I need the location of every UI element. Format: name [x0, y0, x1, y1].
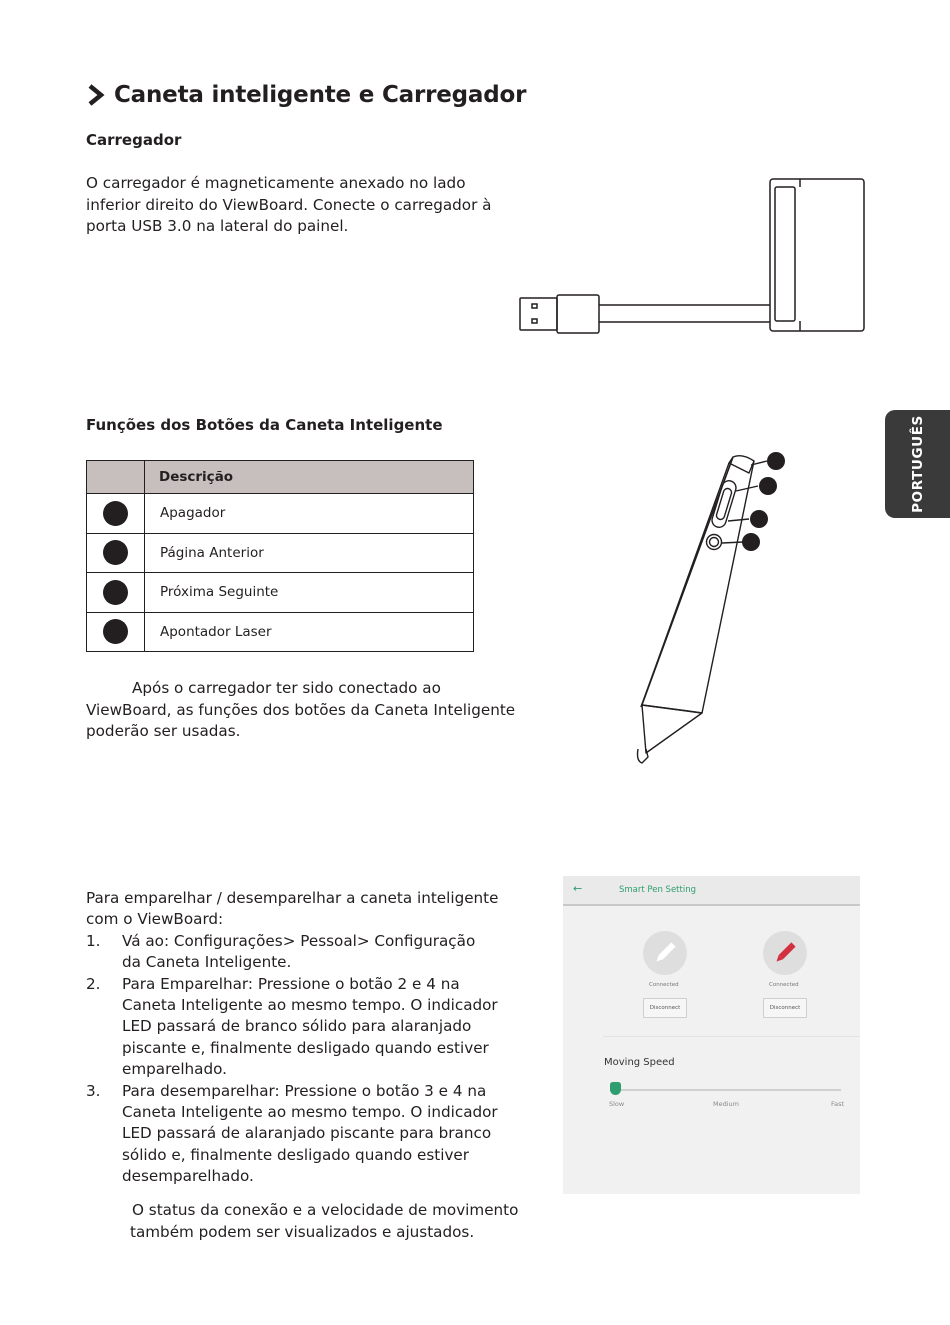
- language-side-tab-label: PORTUGUÊS: [909, 415, 926, 513]
- table-row: [87, 494, 474, 534]
- smart-pen-setting-screen: [563, 876, 860, 1194]
- buttons-heading: Funções dos Botões da Caneta Inteligente: [86, 416, 443, 434]
- moving-speed-slider[interactable]: [615, 1089, 841, 1091]
- page-title-text: Caneta inteligente e Carregador: [114, 82, 527, 108]
- button-3-marker: [103, 580, 128, 605]
- pen-2-status-icon: [763, 931, 807, 975]
- table-header-description: Descrição: [145, 461, 474, 494]
- charger-illustration: [515, 175, 870, 340]
- pairing-footer: O status da conexão e a velocidade de movimento também podem ser visualizados e ajustados.: [130, 1201, 519, 1241]
- step-text: Vá ao: Configurações> Pessoal> Configuração da Caneta Inteligente.: [122, 931, 476, 972]
- pairing-intro: Para emparelhar / desemparelhar a caneta inteligente com o ViewBoard:: [86, 889, 499, 929]
- pen-callout-4: [742, 533, 760, 551]
- step-number: 1.: [86, 931, 101, 950]
- list-item: [86, 974, 526, 1081]
- button-1-marker: [103, 501, 128, 526]
- moving-speed-label: Moving Speed: [604, 1057, 675, 1068]
- table-header-row: [87, 461, 474, 494]
- step-text: Para desemparelhar: Pressione o botão 3 e 4 na Caneta Inteligente ao mesmo tempo. O indicador LED passará de alaranjado piscante para branco sólido e, finalmente desligado quando estiver desemparelhado.: [122, 1081, 498, 1186]
- chevron-right-icon: [86, 80, 106, 110]
- pairing-instructions: [86, 888, 526, 1188]
- table-header-number: [87, 461, 145, 494]
- smart-pen-illustration: [630, 445, 790, 770]
- arrow-left-icon[interactable]: ←: [573, 882, 583, 895]
- step-number: 3.: [86, 1081, 101, 1100]
- pen-callout-3: [750, 510, 768, 528]
- table-cell-description: Apontador Laser: [145, 612, 474, 652]
- pen-callout-1: [767, 452, 785, 470]
- table-cell-description: Apagador: [145, 494, 474, 534]
- page-title: [86, 80, 526, 110]
- button-functions-table: [86, 460, 474, 652]
- pen-1-disconnect-button[interactable]: Disconnect: [643, 998, 687, 1018]
- table-row: [87, 573, 474, 613]
- pen-2-status-label: Connected: [769, 982, 799, 988]
- step-number: 2.: [86, 974, 101, 993]
- button-4-marker: [103, 619, 128, 644]
- table-cell-description: Próxima Seguinte: [145, 573, 474, 613]
- table-row: [87, 533, 474, 573]
- list-item: [86, 1081, 526, 1188]
- step-text: Para Emparelhar: Pressione o botão 2 e 4 na Caneta Inteligente ao mesmo tempo. O indicador LED passará de branco sólido para alaranjado piscante e, finalmente desligado quando estiver emparelhado.: [122, 974, 498, 1079]
- pen-callout-2: [759, 477, 777, 495]
- pen-1-status-icon: [643, 931, 687, 975]
- pen-2-disconnect-button[interactable]: Disconnect: [763, 998, 807, 1018]
- table-cell-description: Página Anterior: [145, 533, 474, 573]
- speed-option-medium: Medium: [713, 1100, 739, 1108]
- speed-option-fast: Fast: [831, 1100, 845, 1108]
- moving-speed-slider-thumb[interactable]: [610, 1082, 621, 1095]
- pen-1-status-label: Connected: [649, 982, 679, 988]
- section-divider: [603, 1036, 860, 1037]
- app-header-bar: [563, 876, 860, 906]
- app-title: Smart Pen Setting: [619, 885, 696, 895]
- table-row: [87, 612, 474, 652]
- list-item: [86, 931, 526, 974]
- button-2-marker: [103, 540, 128, 565]
- charger-heading: Carregador: [86, 131, 182, 149]
- buttons-paragraph: Após o carregador ter sido conectado ao ViewBoard, as funções dos botões da Caneta Inteligente poderão ser usadas.: [86, 679, 516, 741]
- charger-paragraph: O carregador é magneticamente anexado no lado inferior direito do ViewBoard. Conecte o carregador à porta USB 3.0 na lateral do painel.: [86, 174, 492, 236]
- pencil-icon: [643, 931, 687, 975]
- speed-option-slow: Slow: [609, 1100, 625, 1108]
- pencil-icon: [763, 931, 807, 975]
- language-side-tab: [885, 410, 950, 518]
